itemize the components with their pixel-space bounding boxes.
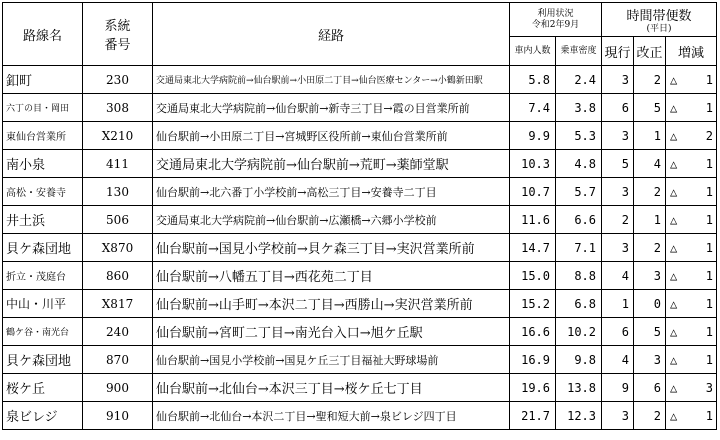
header-route: 経路	[153, 3, 510, 66]
cell-system-number: X817	[83, 290, 153, 318]
header-system-number	[83, 3, 153, 66]
cell-revised: 4	[634, 150, 666, 178]
change-sign: △	[670, 268, 678, 283]
cell-route: 仙台駅前→山手町→本沢二丁目→西勝山→実沢営業所前	[153, 290, 510, 318]
cell-passengers: 11.6	[510, 206, 556, 234]
cell-current: 2	[602, 206, 634, 234]
header-system-number-line2: 番号	[104, 38, 131, 53]
change-value: 3	[705, 380, 714, 395]
cell-passengers: 16.6	[510, 318, 556, 346]
cell-route-name: 貝ケ森団地	[3, 234, 83, 262]
table-row	[3, 122, 717, 150]
cell-change	[666, 150, 717, 178]
cell-passengers: 14.7	[510, 234, 556, 262]
cell-change	[666, 66, 717, 94]
cell-occupancy: 2.4	[556, 66, 602, 94]
cell-system-number: 910	[83, 402, 153, 430]
cell-revised: 2	[634, 178, 666, 206]
bus-route-table	[2, 2, 717, 430]
table-row	[3, 346, 717, 374]
header-frequency-title: 時間帯便数	[626, 8, 692, 24]
cell-revised: 3	[634, 346, 666, 374]
cell-system-number: X870	[83, 234, 153, 262]
change-value: 1	[705, 240, 714, 255]
change-sign: △	[670, 324, 678, 339]
cell-occupancy: 13.8	[556, 374, 602, 402]
cell-passengers: 10.3	[510, 150, 556, 178]
cell-current: 3	[602, 234, 634, 262]
table-row	[3, 374, 717, 402]
cell-change	[666, 318, 717, 346]
cell-system-number: 240	[83, 318, 153, 346]
cell-route-name: 貝ケ森団地	[3, 346, 83, 374]
cell-current: 9	[602, 374, 634, 402]
cell-current: 3	[602, 402, 634, 430]
cell-revised: 6	[634, 374, 666, 402]
cell-current: 6	[602, 94, 634, 122]
cell-route-name: 桜ケ丘	[3, 374, 83, 402]
cell-current: 6	[602, 318, 634, 346]
cell-current: 3	[602, 178, 634, 206]
cell-change	[666, 234, 717, 262]
route-table-container	[2, 2, 717, 430]
header-passengers: 車内人数	[510, 37, 556, 66]
cell-route-name: 井土浜	[3, 206, 83, 234]
cell-system-number: 130	[83, 178, 153, 206]
header-system-number-line1: 系統	[104, 19, 131, 34]
cell-route: 仙台駅前→北仙台→本沢三丁目→桜ケ丘七丁目	[153, 374, 510, 402]
header-revised: 改正	[634, 37, 666, 66]
change-value: 1	[705, 184, 714, 199]
cell-current: 5	[602, 150, 634, 178]
cell-route: 仙台駅前→北六番丁小学校前→高松三丁目→安養寺二丁目	[153, 178, 510, 206]
cell-current: 1	[602, 290, 634, 318]
header-change: 増減	[666, 37, 717, 66]
cell-route: 仙台駅前→宮町二丁目→南光台入口→旭ケ丘駅	[153, 318, 510, 346]
change-value: 1	[705, 72, 714, 87]
cell-revised: 2	[634, 234, 666, 262]
cell-passengers: 21.7	[510, 402, 556, 430]
header-usage-status-line1: 利用状況	[537, 8, 574, 19]
cell-current: 4	[602, 262, 634, 290]
change-value: 1	[705, 212, 714, 227]
table-row	[3, 318, 717, 346]
cell-system-number: 230	[83, 66, 153, 94]
cell-route-name: 折立・茂庭台	[3, 262, 83, 290]
cell-occupancy: 5.3	[556, 122, 602, 150]
cell-route: 交通局東北大学病院前→仙台駅前→新寺三丁目→霞の目営業所前	[153, 94, 510, 122]
cell-route-name: 泉ビレジ	[3, 402, 83, 430]
cell-change	[666, 122, 717, 150]
cell-route: 仙台駅前→小田原二丁目→宮城野区役所前→東仙台営業所前	[153, 122, 510, 150]
table-row	[3, 402, 717, 430]
change-value: 2	[705, 128, 714, 143]
cell-route-name: 中山・川平	[3, 290, 83, 318]
change-value: 1	[705, 100, 714, 115]
cell-occupancy: 12.3	[556, 402, 602, 430]
change-sign: △	[670, 156, 678, 171]
header-usage-status-line2: 令和2年9月	[531, 19, 580, 30]
cell-revised: 0	[634, 290, 666, 318]
cell-system-number: 860	[83, 262, 153, 290]
table-row	[3, 262, 717, 290]
cell-revised: 2	[634, 402, 666, 430]
cell-route: 仙台駅前→八幡五丁目→西花苑二丁目	[153, 262, 510, 290]
header-usage-status	[510, 3, 602, 37]
header-occupancy: 乗車密度	[556, 37, 602, 66]
change-value: 1	[705, 324, 714, 339]
change-sign: △	[670, 184, 678, 199]
cell-occupancy: 5.7	[556, 178, 602, 206]
cell-passengers: 10.7	[510, 178, 556, 206]
cell-occupancy: 6.6	[556, 206, 602, 234]
cell-route-name: 釦町	[3, 66, 83, 94]
cell-occupancy: 7.1	[556, 234, 602, 262]
change-value: 1	[705, 156, 714, 171]
cell-revised: 5	[634, 318, 666, 346]
cell-passengers: 7.4	[510, 94, 556, 122]
cell-current: 3	[602, 122, 634, 150]
change-value: 1	[705, 296, 714, 311]
change-value: 1	[705, 268, 714, 283]
header-current: 現行	[602, 37, 634, 66]
cell-route-name: 鶴ケ谷・南光台	[3, 318, 83, 346]
header-frequency	[602, 3, 717, 37]
cell-system-number: 870	[83, 346, 153, 374]
cell-current: 4	[602, 346, 634, 374]
cell-route-name: 六丁の目・岡田	[3, 94, 83, 122]
cell-passengers: 15.2	[510, 290, 556, 318]
change-value: 1	[705, 352, 714, 367]
cell-route-name: 東仙台営業所	[3, 122, 83, 150]
cell-change	[666, 402, 717, 430]
change-sign: △	[670, 212, 678, 227]
change-sign: △	[670, 380, 678, 395]
header-weekday: (平日)	[646, 23, 672, 34]
cell-occupancy: 3.8	[556, 94, 602, 122]
change-sign: △	[670, 128, 678, 143]
change-sign: △	[670, 296, 678, 311]
cell-revised: 1	[634, 122, 666, 150]
cell-route: 仙台駅前→国見小学校前→国見ケ丘三丁目福祉大野球場前	[153, 346, 510, 374]
cell-system-number: 506	[83, 206, 153, 234]
cell-occupancy: 10.2	[556, 318, 602, 346]
change-sign: △	[670, 352, 678, 367]
cell-route: 仙台駅前→北仙台→本沢二丁目→聖和短大前→泉ビレジ四丁目	[153, 402, 510, 430]
cell-system-number: X210	[83, 122, 153, 150]
cell-route: 仙台駅前→国見小学校前→貝ケ森三丁目→実沢営業所前	[153, 234, 510, 262]
cell-passengers: 5.8	[510, 66, 556, 94]
cell-passengers: 16.9	[510, 346, 556, 374]
cell-occupancy: 4.8	[556, 150, 602, 178]
table-row	[3, 206, 717, 234]
cell-route-name: 高松・安養寺	[3, 178, 83, 206]
cell-system-number: 411	[83, 150, 153, 178]
cell-passengers: 9.9	[510, 122, 556, 150]
change-sign: △	[670, 100, 678, 115]
cell-revised: 5	[634, 94, 666, 122]
table-body	[3, 66, 717, 430]
cell-change	[666, 206, 717, 234]
cell-route: 交通局東北大学病院前→仙台駅前→広瀬橋→六郷小学校前	[153, 206, 510, 234]
table-row	[3, 290, 717, 318]
change-sign: △	[670, 408, 678, 423]
cell-passengers: 19.6	[510, 374, 556, 402]
cell-change	[666, 94, 717, 122]
change-sign: △	[670, 240, 678, 255]
change-value: 1	[705, 408, 714, 423]
cell-occupancy: 8.8	[556, 262, 602, 290]
cell-change	[666, 290, 717, 318]
cell-revised: 2	[634, 66, 666, 94]
cell-passengers: 15.0	[510, 262, 556, 290]
cell-system-number: 308	[83, 94, 153, 122]
cell-revised: 1	[634, 206, 666, 234]
cell-route: 交通局東北大学病院前→仙台駅前→小田原二丁目→仙台医療センター→小鶴新田駅	[153, 66, 510, 94]
cell-occupancy: 9.8	[556, 346, 602, 374]
change-sign: △	[670, 72, 678, 87]
cell-change	[666, 374, 717, 402]
table-row	[3, 234, 717, 262]
cell-current: 3	[602, 66, 634, 94]
table-row	[3, 66, 717, 94]
cell-occupancy: 6.8	[556, 290, 602, 318]
cell-change	[666, 346, 717, 374]
table-row	[3, 94, 717, 122]
cell-route-name: 南小泉	[3, 150, 83, 178]
table-row	[3, 178, 717, 206]
cell-change	[666, 262, 717, 290]
cell-change	[666, 178, 717, 206]
header-route-name: 路線名	[3, 3, 83, 66]
table-row	[3, 150, 717, 178]
cell-route: 交通局東北大学病院前→仙台駅前→荒町→薬師堂駅	[153, 150, 510, 178]
cell-revised: 3	[634, 262, 666, 290]
cell-system-number: 900	[83, 374, 153, 402]
